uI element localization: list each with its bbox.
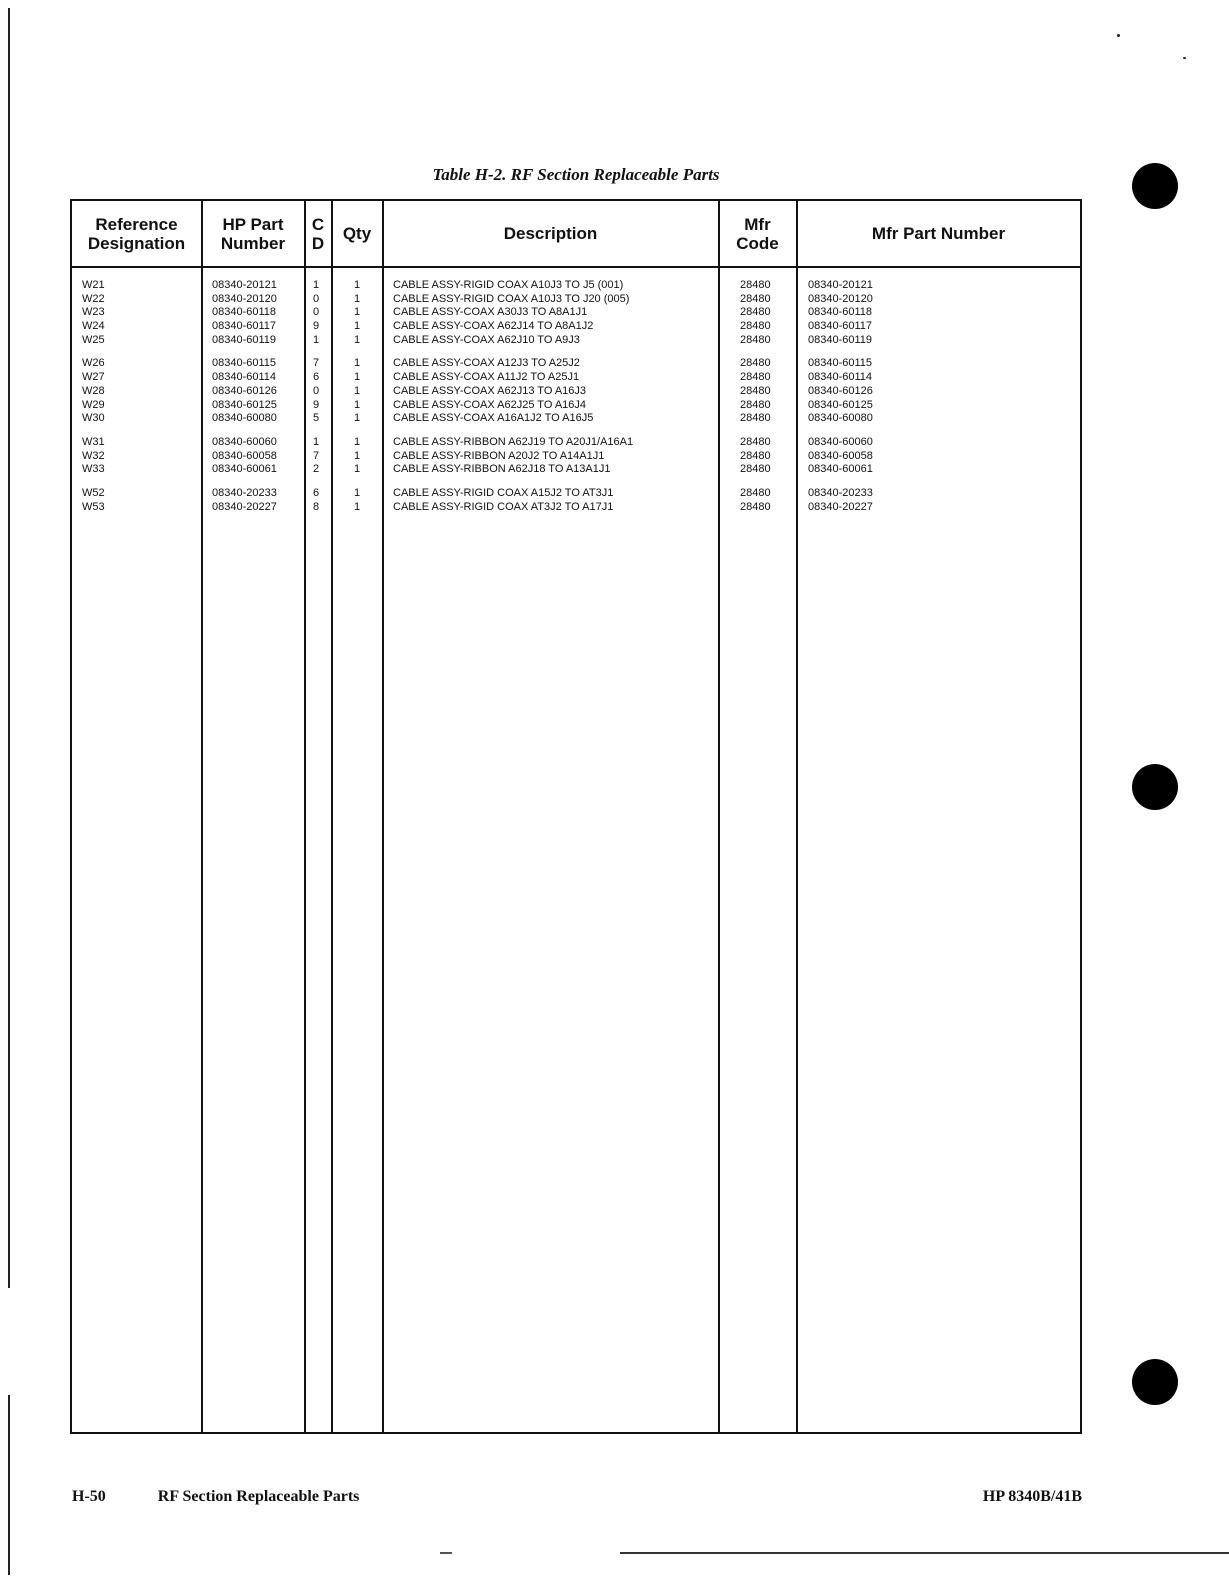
cell-mfr-code: 28480 <box>740 384 771 397</box>
cell-cd: 7 <box>313 357 320 370</box>
cell-mfr-part-number: 08340-60117 <box>808 320 873 333</box>
cell-cd: 6 <box>313 486 320 499</box>
cell-description: CABLE ASSY-RIGID COAX A15J2 TO AT3J1 <box>393 486 614 499</box>
cell-cd: 5 <box>313 412 320 425</box>
cell-mfr-code: 28480 <box>740 500 771 513</box>
cell-qty: 1 <box>354 463 361 476</box>
cell-mfr-code: 28480 <box>740 306 771 319</box>
cell-qty: 1 <box>354 486 361 499</box>
table-row <box>72 279 1080 293</box>
cell-cd: 6 <box>313 371 320 384</box>
scan-speck <box>1117 34 1120 37</box>
cell-mfr-code: 28480 <box>740 398 771 411</box>
table-row <box>72 306 1080 320</box>
table-row <box>72 371 1080 385</box>
cell-qty: 1 <box>354 320 361 333</box>
cell-cd: 0 <box>313 306 320 319</box>
cell-reference: W33 <box>82 463 105 476</box>
cell-reference: W26 <box>82 357 105 370</box>
header-description: Description <box>503 224 598 243</box>
table-row <box>72 385 1080 399</box>
cell-description: CABLE ASSY-RIBBON A20J2 TO A14A1J1 <box>393 449 605 462</box>
scan-mark <box>440 1552 452 1554</box>
cell-cd: 9 <box>313 398 320 411</box>
cell-hp-part-number: 08340-20227 <box>212 500 277 513</box>
scan-edge-line <box>8 8 10 1288</box>
cell-mfr-part-number: 08340-60058 <box>808 449 873 462</box>
cell-description: CABLE ASSY-COAX A62J10 TO A9J3 <box>393 333 580 346</box>
table-row <box>72 320 1080 334</box>
cell-hp-part-number: 08340-60126 <box>212 384 277 397</box>
cell-hp-part-number: 08340-20121 <box>212 279 277 291</box>
cell-mfr-code: 28480 <box>740 463 771 476</box>
cell-qty: 1 <box>354 333 361 346</box>
cell-mfr-code: 28480 <box>740 279 771 291</box>
page-number: H-50 <box>72 1488 106 1505</box>
cell-cd: 0 <box>313 292 320 305</box>
cell-reference: W21 <box>82 279 105 291</box>
cell-mfr-code: 28480 <box>740 449 771 462</box>
cell-description: CABLE ASSY-COAX A62J25 TO A16J4 <box>393 398 587 411</box>
cell-qty: 1 <box>354 357 361 370</box>
cell-description: CABLE ASSY-RIGID COAX A10J3 TO J20 (005) <box>393 292 630 305</box>
cell-reference: W29 <box>82 398 105 411</box>
parts-table <box>70 199 1082 1434</box>
cell-description: CABLE ASSY-COAX A30J3 TO A8A1J1 <box>393 306 588 319</box>
cell-description: CABLE ASSY-RIBBON A62J19 TO A20J1/A16A1 <box>393 435 634 448</box>
table-row <box>72 450 1080 464</box>
footer-model: HP 8340B/41B <box>982 1488 1082 1505</box>
cell-reference: W27 <box>82 371 105 384</box>
table-row <box>72 436 1080 450</box>
table-row <box>72 357 1080 371</box>
cell-mfr-code: 28480 <box>740 412 771 425</box>
cell-mfr-part-number: 08340-60115 <box>808 357 873 370</box>
cell-qty: 1 <box>354 398 361 411</box>
cell-mfr-code: 28480 <box>740 371 771 384</box>
cell-description: CABLE ASSY-COAX A11J2 TO A25J1 <box>393 371 580 384</box>
cell-mfr-part-number: 08340-60060 <box>808 435 873 448</box>
cell-reference: W52 <box>82 486 105 499</box>
table-row <box>72 399 1080 413</box>
table-body <box>72 279 1080 524</box>
cell-qty: 1 <box>354 292 361 305</box>
cell-mfr-part-number: 08340-60080 <box>808 412 873 425</box>
cell-qty: 1 <box>354 306 361 319</box>
cell-hp-part-number: 08340-60061 <box>212 463 277 476</box>
cell-mfr-code: 28480 <box>740 357 771 370</box>
cell-hp-part-number: 08340-20120 <box>212 292 277 305</box>
cell-mfr-code: 28480 <box>740 435 771 448</box>
scan-speck <box>1183 57 1186 59</box>
cell-qty: 1 <box>354 412 361 425</box>
cell-hp-part-number: 08340-60118 <box>212 306 277 319</box>
cell-mfr-part-number: 08340-60061 <box>808 463 873 476</box>
cell-mfr-part-number: 08340-60119 <box>808 333 873 346</box>
cell-cd: 0 <box>313 384 320 397</box>
cell-cd: 7 <box>313 449 320 462</box>
cell-cd: 1 <box>313 333 320 346</box>
scan-edge-line <box>8 1395 10 1575</box>
cell-cd: 1 <box>313 279 320 291</box>
cell-mfr-part-number: 08340-60125 <box>808 398 873 411</box>
cell-qty: 1 <box>354 500 361 513</box>
cell-qty: 1 <box>354 384 361 397</box>
cell-mfr-part-number: 08340-20120 <box>808 292 873 305</box>
table-row <box>72 293 1080 307</box>
cell-description: CABLE ASSY-COAX A62J13 TO A16J3 <box>393 384 587 397</box>
cell-reference: W30 <box>82 412 105 425</box>
cell-qty: 1 <box>354 371 361 384</box>
cell-mfr-code: 28480 <box>740 292 771 305</box>
cell-qty: 1 <box>354 279 361 291</box>
row-group <box>72 357 1080 425</box>
cell-mfr-part-number: 08340-60118 <box>808 306 873 319</box>
cell-description: CABLE ASSY-RIGID COAX A10J3 TO J5 (001) <box>393 279 624 291</box>
row-group <box>72 487 1080 514</box>
cell-reference: W32 <box>82 449 105 462</box>
cell-hp-part-number: 08340-20233 <box>212 486 277 499</box>
header-reference-designation: Reference Designation <box>87 214 186 253</box>
cell-cd: 1 <box>313 435 320 448</box>
punch-hole <box>1132 764 1178 810</box>
cell-mfr-part-number: 08340-20121 <box>808 279 873 291</box>
cell-qty: 1 <box>354 435 361 448</box>
cell-reference: W28 <box>82 384 105 397</box>
cell-reference: W53 <box>82 500 105 513</box>
table-row <box>72 501 1080 515</box>
cell-reference: W23 <box>82 306 105 319</box>
header-divider <box>72 266 1080 268</box>
cell-hp-part-number: 08340-60114 <box>212 371 277 384</box>
cell-mfr-code: 28480 <box>740 486 771 499</box>
header-qty: Qty <box>342 224 372 243</box>
cell-description: CABLE ASSY-COAX A62J14 TO A8A1J2 <box>393 320 594 333</box>
row-group <box>72 279 1080 347</box>
table-row <box>72 463 1080 477</box>
cell-mfr-part-number: 08340-20233 <box>808 486 873 499</box>
cell-hp-part-number: 08340-60080 <box>212 412 277 425</box>
page-footer-left <box>72 1488 359 1506</box>
cell-hp-part-number: 08340-60060 <box>212 435 277 448</box>
cell-description: CABLE ASSY-COAX A16A1J2 TO A16J5 <box>393 412 594 425</box>
cell-hp-part-number: 08340-60125 <box>212 398 277 411</box>
cell-description: CABLE ASSY-COAX A12J3 TO A25J2 <box>393 357 580 370</box>
header-cd: C D <box>311 214 325 253</box>
cell-hp-part-number: 08340-60058 <box>212 449 277 462</box>
cell-reference: W24 <box>82 320 105 333</box>
cell-cd: 9 <box>313 320 320 333</box>
cell-mfr-code: 28480 <box>740 333 771 346</box>
header-mfr-code: Mfr Code <box>736 214 779 253</box>
header-mfr-part-number: Mfr Part Number <box>871 224 1006 243</box>
cell-description: CABLE ASSY-RIGID COAX AT3J2 TO A17J1 <box>393 500 614 513</box>
cell-mfr-part-number: 08340-20227 <box>808 500 873 513</box>
punch-hole <box>1132 1359 1178 1405</box>
cell-hp-part-number: 08340-60119 <box>212 333 277 346</box>
table-row <box>72 334 1080 348</box>
table-row <box>72 487 1080 501</box>
table-row <box>72 412 1080 426</box>
cell-mfr-code: 28480 <box>740 320 771 333</box>
header-hp-part-number: HP Part Number <box>220 214 286 253</box>
scan-edge-line <box>620 1552 1229 1554</box>
cell-cd: 2 <box>313 463 320 476</box>
cell-hp-part-number: 08340-60115 <box>212 357 277 370</box>
cell-reference: W25 <box>82 333 105 346</box>
footer-section-title: RF Section Replaceable Parts <box>157 1488 360 1505</box>
cell-hp-part-number: 08340-60117 <box>212 320 277 333</box>
row-group <box>72 436 1080 477</box>
cell-description: CABLE ASSY-RIBBON A62J18 TO A13A1J1 <box>393 463 611 476</box>
cell-reference: W22 <box>82 292 105 305</box>
cell-reference: W31 <box>82 435 105 448</box>
table-title: Table H-2. RF Section Replaceable Parts <box>432 165 720 184</box>
cell-cd: 8 <box>313 500 320 513</box>
cell-mfr-part-number: 08340-60126 <box>808 384 873 397</box>
cell-mfr-part-number: 08340-60114 <box>808 371 873 384</box>
cell-qty: 1 <box>354 449 361 462</box>
